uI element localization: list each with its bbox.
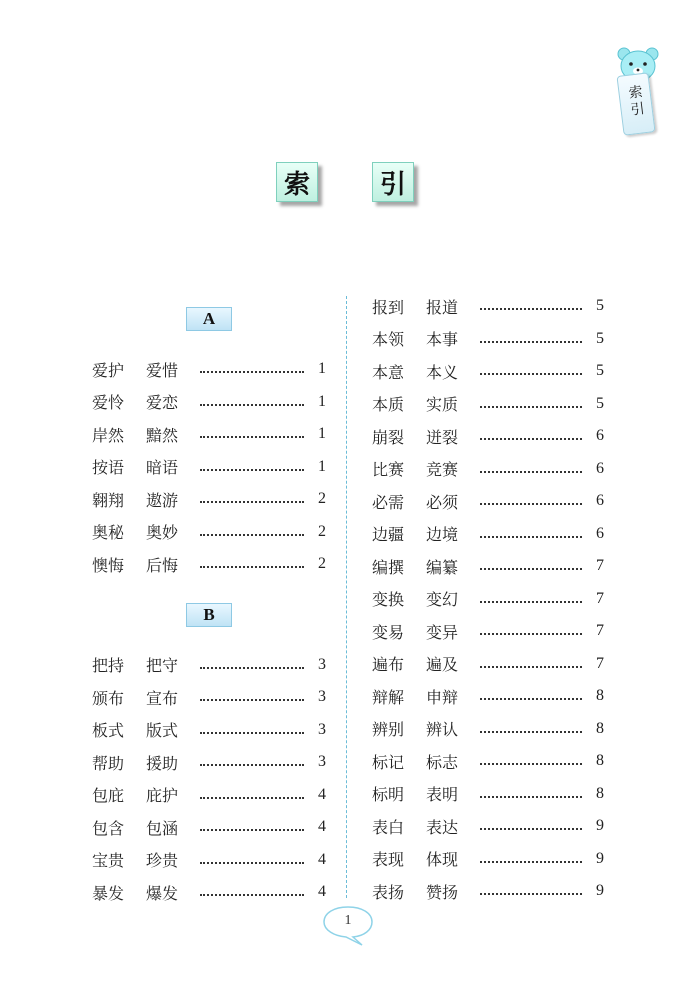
entry-page-number: 1 — [318, 457, 326, 475]
index-entry[interactable] — [92, 353, 326, 386]
entry-word-2: 编纂 — [426, 557, 459, 577]
leader-dots — [200, 371, 304, 373]
entry-word-1: 暴发 — [92, 883, 125, 903]
leader-dots — [480, 503, 582, 505]
index-entry[interactable] — [372, 778, 604, 811]
entry-page-number: 9 — [596, 882, 604, 900]
leader-dots — [200, 732, 304, 734]
entry-word-1: 标记 — [372, 752, 405, 772]
index-entry[interactable] — [372, 680, 604, 713]
index-entry[interactable] — [92, 876, 326, 909]
entry-word-1: 本质 — [372, 395, 405, 415]
entry-page-number: 4 — [318, 850, 326, 868]
entry-page-number: 9 — [596, 817, 604, 835]
entry-word-1: 按语 — [92, 458, 125, 478]
leader-dots — [200, 436, 304, 438]
index-entry[interactable] — [372, 388, 604, 421]
index-side-tab[interactable] — [608, 44, 666, 132]
entry-page-number: 1 — [318, 360, 326, 378]
entry-word-2: 爆发 — [146, 883, 179, 903]
entry-word-2: 辨认 — [426, 720, 459, 740]
index-entry[interactable] — [92, 779, 326, 812]
entry-page-number: 7 — [596, 557, 604, 575]
index-entry[interactable] — [372, 290, 604, 323]
entry-word-1: 帮助 — [92, 753, 125, 773]
index-entry[interactable] — [92, 649, 326, 682]
entry-word-2: 奥妙 — [146, 523, 179, 543]
leader-dots — [480, 633, 582, 635]
entry-word-2: 珍贵 — [146, 851, 179, 871]
entry-page-number: 4 — [318, 818, 326, 836]
index-entry[interactable] — [372, 485, 604, 518]
entry-page-number: 6 — [596, 492, 604, 510]
entry-word-1: 崩裂 — [372, 427, 405, 447]
index-entry[interactable] — [92, 386, 326, 419]
entry-word-2: 必须 — [426, 492, 459, 512]
index-entry[interactable] — [372, 745, 604, 778]
page-title-char-1: 索 — [276, 162, 318, 202]
index-entry[interactable] — [92, 451, 326, 484]
tab-label-char-2: 引 — [629, 101, 646, 119]
entry-word-1: 表现 — [372, 850, 405, 870]
entry-word-2: 变幻 — [426, 590, 459, 610]
leader-dots — [200, 501, 304, 503]
entry-word-1: 岸然 — [92, 425, 125, 445]
entry-word-1: 比赛 — [372, 460, 405, 480]
leader-dots — [200, 862, 304, 864]
index-entry[interactable] — [92, 746, 326, 779]
entry-page-number: 6 — [596, 427, 604, 445]
entry-page-number: 1 — [318, 425, 326, 443]
entry-page-number: 6 — [596, 459, 604, 477]
entry-word-2: 表明 — [426, 785, 459, 805]
leader-dots — [200, 469, 304, 471]
entry-word-2: 宣布 — [146, 688, 179, 708]
leader-dots — [480, 893, 582, 895]
index-entry[interactable] — [92, 714, 326, 747]
entry-word-1: 表白 — [372, 817, 405, 837]
entry-page-number: 8 — [596, 719, 604, 737]
index-entry[interactable] — [372, 355, 604, 388]
entry-page-number: 3 — [318, 688, 326, 706]
entry-word-1: 颁布 — [92, 688, 125, 708]
leader-dots — [480, 568, 582, 570]
entry-word-1: 报到 — [372, 297, 405, 317]
leader-dots — [200, 534, 304, 536]
entry-word-2: 表达 — [426, 817, 459, 837]
entry-page-number: 9 — [596, 849, 604, 867]
leader-dots — [200, 667, 304, 669]
entry-page-number: 2 — [318, 490, 326, 508]
index-entry[interactable] — [372, 810, 604, 843]
leader-dots — [480, 828, 582, 830]
leader-dots — [480, 666, 582, 668]
index-entry[interactable] — [92, 681, 326, 714]
entry-word-1: 变易 — [372, 622, 405, 642]
entry-page-number: 5 — [596, 329, 604, 347]
leader-dots — [200, 797, 304, 799]
leader-dots — [200, 699, 304, 701]
entry-page-number: 8 — [596, 687, 604, 705]
entry-word-2: 标志 — [426, 752, 459, 772]
leader-dots — [200, 894, 304, 896]
index-entry[interactable] — [372, 323, 604, 356]
index-entry[interactable] — [372, 875, 604, 908]
entry-word-1: 表扬 — [372, 882, 405, 902]
entry-word-2: 版式 — [146, 721, 179, 741]
entry-page-number: 4 — [318, 883, 326, 901]
index-entry[interactable] — [372, 615, 604, 648]
entry-word-1: 懊悔 — [92, 555, 125, 575]
entry-word-1: 包含 — [92, 818, 125, 838]
index-entry[interactable] — [372, 453, 604, 486]
entry-page-number: 7 — [596, 654, 604, 672]
entry-word-2: 把守 — [146, 656, 179, 676]
entry-page-number: 7 — [596, 589, 604, 607]
index-entry[interactable] — [92, 516, 326, 549]
index-entry[interactable] — [92, 483, 326, 516]
entry-word-1: 本领 — [372, 330, 405, 350]
entry-page-number: 4 — [318, 785, 326, 803]
entry-word-1: 板式 — [92, 721, 125, 741]
section-letter-b: B — [186, 603, 232, 627]
index-entry[interactable] — [92, 844, 326, 877]
entry-page-number: 1 — [318, 392, 326, 410]
entry-word-2: 迸裂 — [426, 427, 459, 447]
leader-dots — [480, 471, 582, 473]
entry-word-2: 爱恋 — [146, 393, 179, 413]
entry-word-1: 本意 — [372, 362, 405, 382]
entry-word-2: 体现 — [426, 850, 459, 870]
leader-dots — [480, 763, 582, 765]
leader-dots — [200, 404, 304, 406]
entry-page-number: 2 — [318, 555, 326, 573]
page-title-char-2: 引 — [372, 162, 414, 202]
entry-word-2: 本义 — [426, 362, 459, 382]
entry-word-2: 赞扬 — [426, 882, 459, 902]
entry-page-number: 3 — [318, 655, 326, 673]
leader-dots — [200, 566, 304, 568]
entry-word-2: 实质 — [426, 395, 459, 415]
leader-dots — [480, 698, 582, 700]
entry-page-number: 8 — [596, 752, 604, 770]
entry-word-1: 翱翔 — [92, 490, 125, 510]
leader-dots — [480, 861, 582, 863]
index-entry[interactable] — [92, 548, 326, 581]
index-entry[interactable] — [92, 811, 326, 844]
leader-dots — [480, 373, 582, 375]
column-divider — [346, 296, 347, 898]
index-entry[interactable] — [372, 583, 604, 616]
entry-word-2: 报道 — [426, 297, 459, 317]
entry-word-2: 遍及 — [426, 655, 459, 675]
entry-word-2: 援助 — [146, 753, 179, 773]
index-left-column — [92, 307, 326, 909]
entry-page-number: 8 — [596, 784, 604, 802]
entry-word-1: 奥秘 — [92, 523, 125, 543]
entry-word-1: 必需 — [372, 492, 405, 512]
entry-word-1: 包庇 — [92, 786, 125, 806]
entry-page-number: 3 — [318, 753, 326, 771]
index-entry[interactable] — [372, 648, 604, 681]
entry-page-number: 5 — [596, 362, 604, 380]
leader-dots — [480, 406, 582, 408]
entry-word-2: 包涵 — [146, 818, 179, 838]
entry-word-2: 爱惜 — [146, 360, 179, 380]
entry-word-1: 辩解 — [372, 687, 405, 707]
entry-page-number: 3 — [318, 720, 326, 738]
entry-page-number: 2 — [318, 522, 326, 540]
entry-word-2: 竞赛 — [426, 460, 459, 480]
index-right-column — [372, 290, 604, 908]
entry-page-number: 5 — [596, 297, 604, 315]
leader-dots — [480, 536, 582, 538]
entry-word-1: 爱怜 — [92, 393, 125, 413]
entry-word-1: 把持 — [92, 656, 125, 676]
entry-word-1: 边疆 — [372, 525, 405, 545]
entry-word-1: 标明 — [372, 785, 405, 805]
tab-label-char-1: 索 — [627, 84, 644, 102]
entry-word-2: 庇护 — [146, 786, 179, 806]
leader-dots — [480, 308, 582, 310]
entry-page-number: 5 — [596, 394, 604, 412]
entry-word-2: 申辩 — [426, 687, 459, 707]
entry-word-1: 爱护 — [92, 360, 125, 380]
index-entry[interactable] — [372, 713, 604, 746]
index-entry[interactable] — [372, 843, 604, 876]
section-letter-a: A — [186, 307, 232, 331]
entry-word-2: 后悔 — [146, 555, 179, 575]
entry-word-1: 遍布 — [372, 655, 405, 675]
leader-dots — [480, 438, 582, 440]
entry-word-1: 宝贵 — [92, 851, 125, 871]
leader-dots — [480, 796, 582, 798]
index-entry[interactable] — [372, 420, 604, 453]
entry-word-1: 辨别 — [372, 720, 405, 740]
leader-dots — [480, 341, 582, 343]
page-number: 1 — [344, 913, 352, 928]
entry-page-number: 7 — [596, 622, 604, 640]
leader-dots — [200, 764, 304, 766]
entry-word-1: 变换 — [372, 590, 405, 610]
entry-word-2: 黯然 — [146, 425, 179, 445]
entry-word-2: 边境 — [426, 525, 459, 545]
entry-word-2: 本事 — [426, 330, 459, 350]
entry-page-number: 6 — [596, 524, 604, 542]
leader-dots — [200, 829, 304, 831]
entry-word-2: 遨游 — [146, 490, 179, 510]
entry-word-1: 编撰 — [372, 557, 405, 577]
leader-dots — [480, 601, 582, 603]
index-entry[interactable] — [92, 418, 326, 451]
index-entry[interactable] — [372, 550, 604, 583]
leader-dots — [480, 731, 582, 733]
entry-word-2: 暗语 — [146, 458, 179, 478]
entry-word-2: 变异 — [426, 622, 459, 642]
index-entry[interactable] — [372, 518, 604, 551]
page-number-bubble — [322, 905, 374, 947]
